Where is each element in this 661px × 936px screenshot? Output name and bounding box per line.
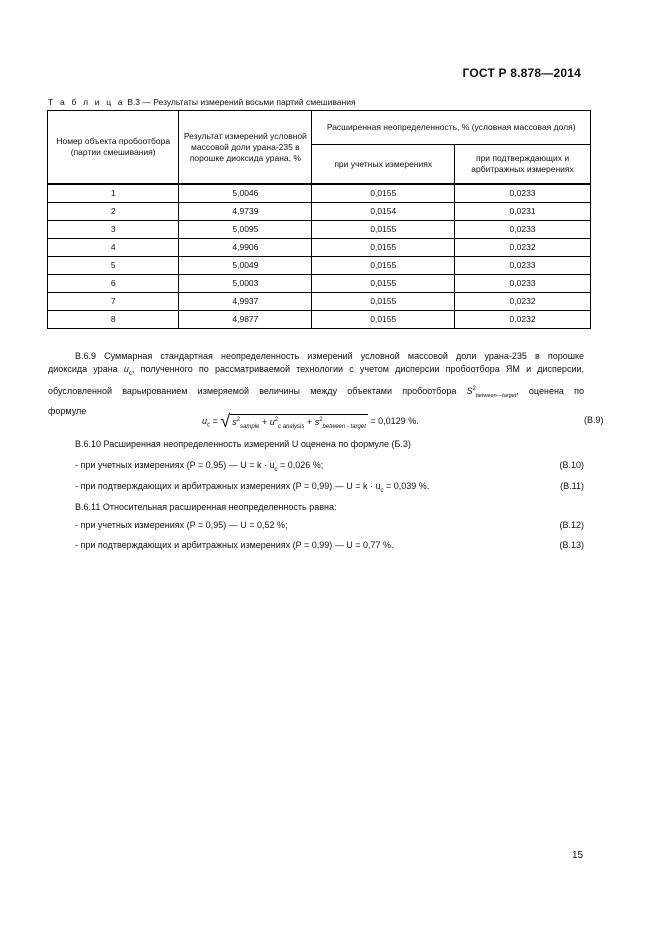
page-number: 15	[572, 850, 584, 861]
text-fragment: , полученного по рассматриваемой технологии с учетом дисперсии пробоотбора ЯМ и дисперсии,	[131, 364, 584, 374]
cell-uncertainty-accounting: 0,0155	[312, 293, 455, 311]
table-row	[48, 184, 591, 203]
cell-result: 4,9937	[179, 293, 312, 311]
document-code: ГОСТ Р 8.878—2014	[462, 66, 581, 80]
equation-text: - при учетных измерениях (P = 0,95) — U = 0,52 %;	[75, 520, 288, 530]
header-object-number: Номер объекта пробоотбора (партии смешивания)	[48, 111, 179, 185]
cell-result: 5,0003	[179, 275, 312, 293]
cell-uncertainty-accounting: 0,0155	[312, 311, 455, 329]
term-u-analysis: u	[269, 416, 275, 427]
formula-b-9	[202, 411, 604, 433]
cell-uncertainty-confirmatory: 0,0233	[455, 275, 591, 293]
cell-uncertainty-confirmatory: 0,0231	[455, 203, 591, 221]
plus-sign: +	[306, 416, 313, 427]
superscript: 2	[319, 416, 323, 423]
equation-b-12	[48, 519, 584, 532]
equation-number: (В.9)	[584, 415, 604, 425]
cell-uncertainty-accounting: 0,0155	[312, 275, 455, 293]
table-row	[48, 311, 591, 329]
paragraph-b-6-9	[48, 350, 584, 418]
equation-b-11	[48, 480, 584, 493]
cell-object-number: 5	[48, 257, 179, 275]
text-fragment: формуле	[48, 405, 87, 416]
cell-object-number: 6	[48, 275, 179, 293]
equation-body	[75, 459, 323, 477]
equation-body	[75, 480, 429, 498]
cell-result: 4,9739	[179, 203, 312, 221]
equation-number: (В.12)	[559, 520, 584, 530]
cell-object-number: 7	[48, 293, 179, 311]
cell-uncertainty-confirmatory: 0,0233	[455, 184, 591, 203]
equation-b-10	[48, 459, 584, 472]
cell-result: 5,0095	[179, 221, 312, 239]
table-caption	[48, 97, 356, 107]
equation-number: (В.10)	[559, 460, 584, 470]
equation-text: = 0,039 %.	[383, 481, 430, 491]
cell-uncertainty-accounting: 0,0154	[312, 203, 455, 221]
cell-uncertainty-accounting: 0,0155	[312, 184, 455, 203]
text-fragment: обусловленной варьированием измеряемой величины между объектами пробоотбора	[48, 385, 467, 396]
header-accounting-measurements: при учетных измерениях	[312, 145, 455, 185]
table-caption-prefix: Т а б л и ц а	[48, 97, 125, 107]
plus-sign: +	[261, 416, 268, 427]
equation-number: (В.13)	[559, 540, 584, 550]
cell-uncertainty-confirmatory: 0,0233	[455, 221, 591, 239]
cell-object-number: 4	[48, 239, 179, 257]
formula-result: = 0,0129 %.	[370, 415, 419, 426]
subscript: between - target	[322, 423, 366, 430]
cell-uncertainty-accounting: 0,0155	[312, 257, 455, 275]
paragraph-line: В.6.9 Суммарная стандартная неопределенность измерений условной массовой доли урана-235 в порошке	[75, 351, 584, 361]
square-root	[220, 411, 368, 432]
table-row	[48, 275, 591, 293]
superscript: 2	[472, 385, 476, 392]
results-table	[47, 110, 591, 329]
cell-object-number: 3	[48, 221, 179, 239]
subscript: c	[274, 466, 278, 473]
variable-u: u	[202, 415, 208, 426]
cell-object-number: 8	[48, 311, 179, 329]
subscript: c analysis	[278, 423, 305, 430]
equation-text: - при учетных измерениях (P = 0,95) — U = k · u	[75, 460, 275, 470]
equals-sign: =	[212, 415, 218, 426]
header-expanded-uncertainty: Расширенная неопределенность, % (условная массовая доля)	[312, 111, 591, 145]
cell-object-number: 1	[48, 184, 179, 203]
equation-text: = 0,026 %;	[277, 460, 324, 470]
text-fragment: , оценена по	[516, 385, 584, 396]
superscript: 2	[274, 416, 279, 423]
equation-text: - при подтверждающих и арбитражных измерениях (P = 0,99) — U = k · u	[75, 481, 381, 491]
text-fragment: диоксида урана	[48, 364, 124, 374]
table-row	[48, 293, 591, 311]
table-row	[48, 239, 591, 257]
variable-s: S	[466, 385, 473, 396]
table-row	[48, 203, 591, 221]
cell-uncertainty-accounting: 0,0155	[312, 221, 455, 239]
equation-text: - при подтверждающих и арбитражных измерениях (P = 0,99) — U = 0,77 %.	[75, 540, 394, 550]
cell-result: 4,9906	[179, 239, 312, 257]
variable-u: u	[123, 364, 129, 374]
paragraph-line	[48, 381, 584, 405]
cell-result: 5,0049	[179, 257, 312, 275]
subscript: between—target	[475, 392, 517, 399]
equation-number: (В.11)	[560, 481, 584, 491]
subscript: c	[207, 422, 211, 429]
cell-result: 4,9877	[179, 311, 312, 329]
cell-result: 5,0046	[179, 184, 312, 203]
subscript: sample	[240, 423, 260, 430]
equation-b-13	[48, 539, 584, 552]
cell-object-number: 2	[48, 203, 179, 221]
header-measurement-result: Результат измерений условной массовой доли урана-235 в порошке диоксида урана, %	[179, 111, 312, 185]
cell-uncertainty-confirmatory: 0,0232	[455, 293, 591, 311]
term-s-sample: s	[232, 416, 237, 427]
header-confirmatory-measurements: при подтверждающих и арбитражных измерениях	[455, 145, 591, 185]
subscript: c	[128, 370, 132, 377]
table-row	[48, 257, 591, 275]
radical-icon: √	[220, 411, 231, 431]
cell-uncertainty-confirmatory: 0,0232	[455, 311, 591, 329]
table-row	[48, 221, 591, 239]
term-s-between-target: s	[314, 416, 320, 427]
superscript: 2	[236, 416, 241, 423]
paragraph-b-6-11: В.6.11 Относительная расширенная неопределенность равна:	[75, 502, 337, 512]
cell-uncertainty-accounting: 0,0155	[312, 239, 455, 257]
cell-uncertainty-confirmatory: 0,0233	[455, 257, 591, 275]
paragraph-b-6-10: В.6.10 Расширенная неопределенность измерений U оценена по формуле (Б.3)	[75, 439, 411, 449]
subscript: c	[380, 487, 384, 494]
cell-uncertainty-confirmatory: 0,0232	[455, 239, 591, 257]
radicand	[230, 414, 368, 430]
table-caption-text: В.3 — Результаты измерений восьми партий смешивания	[127, 97, 356, 107]
paragraph-line	[48, 363, 584, 381]
